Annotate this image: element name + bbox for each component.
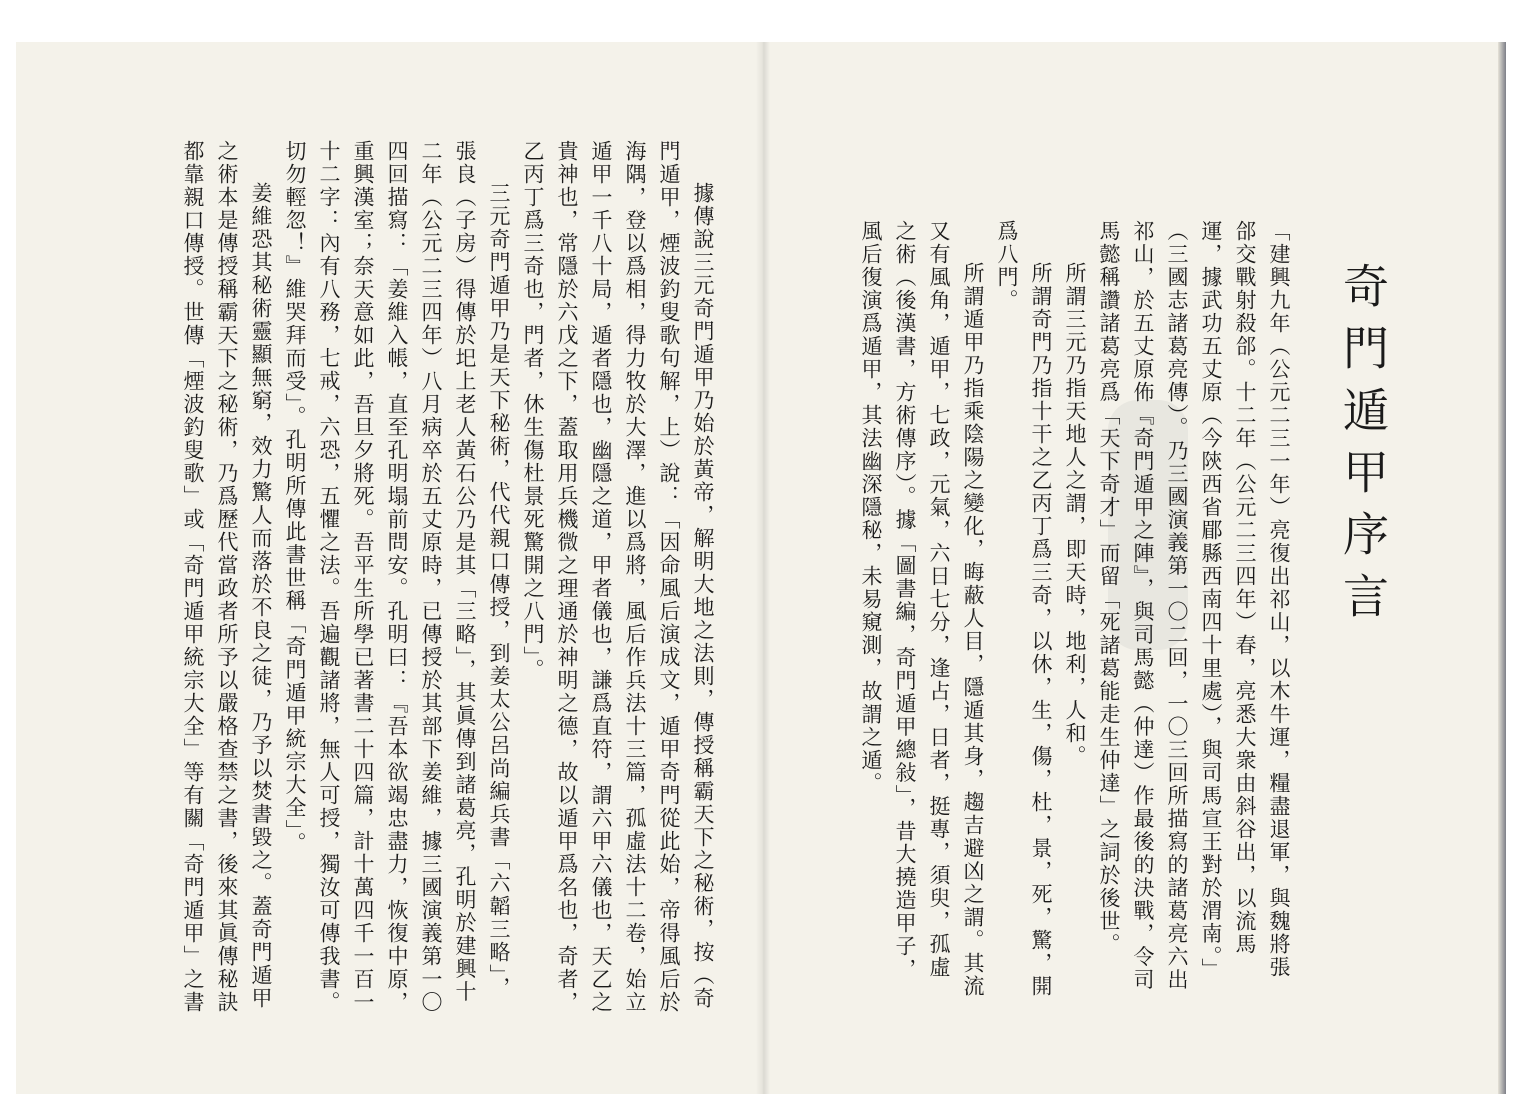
right-page — [856, 220, 1296, 1000]
page-title: 奇門遁甲序言 — [1336, 262, 1390, 634]
right-page-text — [856, 220, 1296, 1000]
paragraph: 三元奇門遁甲乃是天下秘術，代代親口傳授，到姜太公呂尚編兵書「六韜三略」，張良（子房）得傳於圯上老人黃石公乃是其「三略」，其眞傳到諸葛亮，孔明於建興十二年（公元二三四年）八月病卒於五丈原時，已傳授於其部下姜維，據三國演義第一〇四回描寫：「姜維入帳，直至孔明塌前問安。孔明曰：『吾本欲竭忠盡力，恢復中原，重興漢室；奈天意如此，吾旦夕將死。吾平生所學已著書二十四篇，計十萬四千一百一十二字：內有八務，七戒，六恐，五懼之法。吾遍觀諸將，無人可授，獨汝可傳我書。切勿輕忽！』維哭拜而受」。孔明所傳此書世稱「奇門遁甲統宗大全」。 — [283, 140, 511, 1014]
left-page — [60, 140, 720, 1020]
paragraph: 所謂奇門乃指十干之乙丙丁爲三奇，以休，生，傷，杜，景，死，驚，開爲八門。 — [995, 220, 1053, 998]
paragraph: 姜維恐其秘術靈顯無窮，效力驚人而落於不良之徒，乃予以焚書毀之。蓋奇門遁甲之術本是傳授稱霸天下之秘術，乃爲歷代當政者所予以嚴格查禁之書，後來其眞傳秘訣都靠親口傳授。世傳「煙波釣叟歌」或「奇門遁甲統宗大全」等有關「奇門遁甲」之書 — [181, 140, 273, 1014]
paragraph: 所謂三元乃指天地人之謂，即天時，地利，人和。 — [1063, 262, 1087, 768]
paragraph: 所謂遁甲乃指乘陰陽之變化，晦蔽人目，隱遁其身，趨吉避凶之謂。其流又有風角，遁甲，七政，元氣，六日七分，逢占，日者，挺專，須臾，孤虛之術（後漢書，方術傳序）。據「圖書編，奇門遁甲總敍」，昔大撓造甲子，風后復演爲遁甲，其法幽深隱秘，未易窺測，故謂之遁。 — [859, 220, 985, 998]
paragraph: 「建興九年（公元二三一年）亮復出祁山，以木牛運，糧盡退軍，與魏將張郃交戰射殺郃。十二年（公元二三四年）春，亮悉大衆由斜谷出，以流馬運，據武功五丈原（今陝西省郿縣西南四十里處），與司馬宣王對於渭南。」（三國志諸葛亮傳）。乃三國演義第一〇二回，一〇三回所描寫的諸葛亮六出祁山，於五丈原佈『奇門遁甲之陣』，與司馬懿（仲達）作最後的決戰，令司馬懿稱讚諸葛亮爲「天下奇才」而留「死諸葛能走生仲達」之詞於後世。 — [1097, 220, 1291, 992]
page-edge — [1498, 42, 1506, 1094]
paragraph: 據傳說三元奇門遁甲乃始於黃帝，解明大地之法則，傳授稱霸天下之秘術，按（奇門遁甲，煙波釣叟歌句解，上）說：「因命風后演成文，遁甲奇門從此始，帝得風后於海隅，登以爲相，得力牧於大澤，進以爲將，風后作兵法十三篇，孤虛法十二卷，始立遁甲一千八十局，遁者隱也，幽隱之道，甲者儀也，謙爲直符，謂六甲六儀也，天乙之貴神也，常隱於六戊之下，蓋取用兵機微之理通於神明之德，故以遁甲爲名也，奇者，乙丙丁爲三奇也，門者，休生傷杜景死驚開之八門」。 — [521, 140, 715, 1014]
book-spine — [756, 42, 770, 1094]
left-page-text — [60, 140, 720, 1020]
